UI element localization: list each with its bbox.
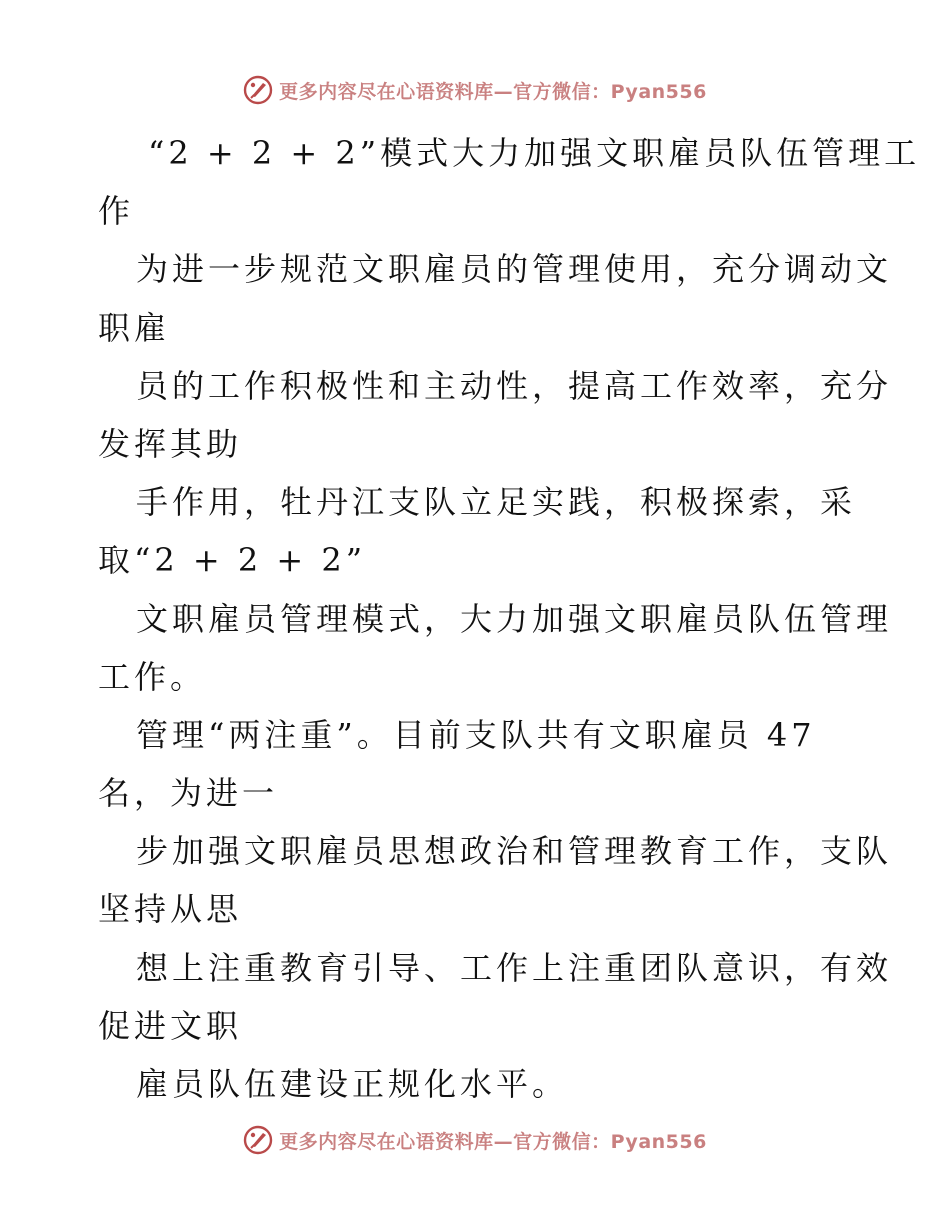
document-title-line-2: 作 <box>98 192 135 231</box>
paragraph-line: 管理“两注重”。目前支队共有文职雇员 47 <box>136 715 816 754</box>
paragraph-line: 步加强文职雇员思想政治和管理教育工作，支队 <box>136 832 893 871</box>
paragraph-line: 文职雇员管理模式，大力加强文职雇员队伍管理 <box>136 599 893 638</box>
feather-pen-seal-icon <box>243 1125 273 1155</box>
watermark-text: 更多内容尽在心语资料库—官方微信：Pyan556 <box>279 80 707 103</box>
paragraph-line: 手作用，牡丹江支队立足实践，积极探索，采 <box>136 483 857 522</box>
paragraph-line: 坚持从思 <box>98 890 243 929</box>
paragraph-line: 为进一步规范文职雇员的管理使用，充分调动文 <box>136 250 893 289</box>
paragraph-line: 取“2 + 2 + 2” <box>98 541 367 580</box>
document-body <box>98 124 921 1113</box>
document-title-line-1: “2 + 2 + 2”模式大力加强文职雇员队伍管理工 <box>148 134 921 172</box>
watermark-text: 更多内容尽在心语资料库—官方微信：Pyan556 <box>279 1130 707 1153</box>
paragraph-line: 发挥其助 <box>98 424 243 463</box>
paragraph-line: 名，为进一 <box>98 774 279 813</box>
paragraph-line: 雇员队伍建设正规化水平。 <box>136 1065 569 1103</box>
paragraph-line: 想上注重教育引导、工作上注重团队意识，有效 <box>136 948 893 987</box>
header-watermark <box>0 72 950 108</box>
paragraph-line: 员的工作积极性和主动性，提高工作效率，充分 <box>136 366 893 405</box>
footer-watermark <box>0 1122 950 1158</box>
feather-pen-seal-icon <box>243 75 273 105</box>
paragraph-line: 工作。 <box>98 657 207 696</box>
paragraph-line: 促进文职 <box>98 1006 243 1045</box>
paragraph-line: 职雇 <box>98 308 171 347</box>
